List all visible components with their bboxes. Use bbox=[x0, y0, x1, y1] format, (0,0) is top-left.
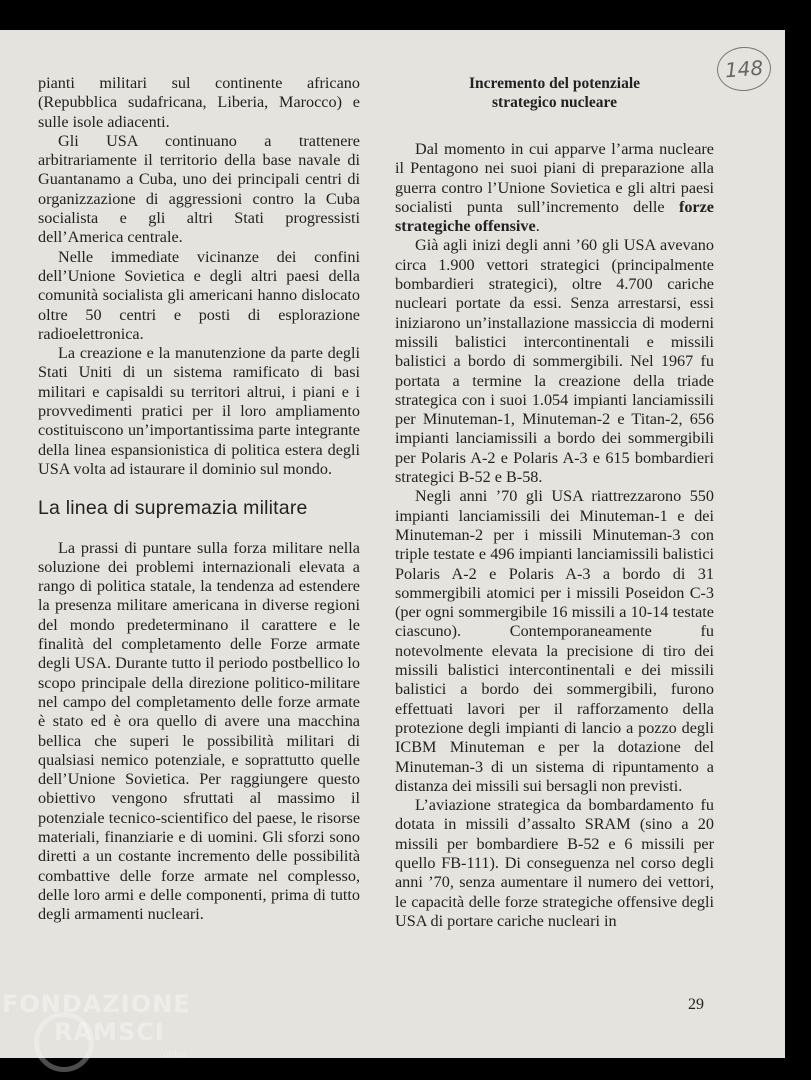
paragraph: Gli USA continuano a trattenere arbitrariamente il territorio della base navale di Guantanamo a Cuba, uno dei principali centri di organizzazione di aggressioni contro la Cuba socialista e gli altri Stati progressisti dell’America centrale. bbox=[38, 131, 360, 247]
paragraph: pianti militari sul continente africano (Repubblica sudafricana, Liberia, Marocco) e sulle isole adiacenti. bbox=[38, 74, 360, 131]
paragraph: Nelle immediate vicinanze dei confini dell’Unione Sovietica e degli altri paesi della comunità socialista gli americani hanno dislocato oltre 50 centri e posti di esplorazione radioelettronica. bbox=[38, 247, 360, 343]
watermark-line1: FONDAZIONE bbox=[2, 990, 191, 1018]
subsection-heading-line2: strategico nucleare bbox=[492, 94, 617, 111]
paragraph: La creazione e la manutenzione da parte degli Stati Uniti di un sistema ramificato di basi militari e capisaldi su territori altrui, i piani e i provvedimenti pratici per il loro ampliamento costituiscono un’importantissima parte integrante della linea espansionistica di politica estera degli USA volta ad istaurare il dominio sul mondo. bbox=[38, 344, 360, 478]
bold-term: forze strategiche offensive bbox=[395, 197, 714, 236]
paragraph bbox=[395, 140, 714, 236]
paragraph: Negli anni ’70 gli USA riattrezzarono 550 impianti lanciamissili dei Minuteman-1 e dei Minuteman-2 per i missili Minuteman-3 con triple testate e 496 impianti lanciamissili balistici Polaris A-2 e Polaris A-3 a bordo di 31 sommergibili atomici per i missili Poseidon C-3 (per ogni sommergibile 16 missili a 10-14 testate ciascuno). Contemporaneamente fu notevolmente elevata la precisione di tiro dei missili balistici intercontinentali e dei missili balistici a bordo dei sommergibili, furono effettuati lavori per il rafforzamento della protezione degli impianti di lancio a pozzo degli ICBM Minuteman e per la dotazione del Minuteman-3 di un sistema di ripuntamento a distanza dei missili sui bersagli non previsti. bbox=[395, 487, 714, 795]
paragraph: L’aviazione strategica da bombardamento fu dotata in missili d’assalto SRAM (sino a 20 missili per bombardiere B-52 e 6 missili per quello FB-111). Di conseguenza nel corso degli anni ’70, senza aumentare il numero dei vettori, le capacità delle forze strategiche offensive degli USA di portare cariche nucleari in bbox=[395, 796, 714, 930]
paragraph-text: Dal momento in cui apparve l’arma nucleare il Pentagono nei suoi piani di preparazione alla guerra contro l’Unione Sovietica e gli altri paesi socialisti punta sull’incremento delle bbox=[395, 140, 714, 216]
right-column bbox=[395, 74, 714, 931]
page-edge-shadow bbox=[785, 30, 811, 1058]
watermark-small-text: onlus bbox=[163, 1050, 188, 1060]
subsection-heading-line1: Incremento del potenziale bbox=[468, 75, 641, 92]
paragraph: Già agli inizi degli anni ’60 gli USA avevano circa 1.900 vettori strategici (principalmente bombardieri strategici), oltre 4.700 cariche nucleari portate da essi. Senza arrestarsi, essi iniziarono un’installazione massiccia di moderni missili balistici intercontinentali e missili balistici a bordo di sommergibili. Nel 1967 fu portata a termine la creazione della triade strategica con i suoi 1.054 impianti lanciamissili per Minuteman-1, Minuteman-2 e Titan-2, 656 impianti lanciamissili a bordo dei sommergibili per Polaris A-2 e Polaris A-3 e 615 bombardieri strategici B-52 e B-58. bbox=[395, 236, 714, 487]
left-column bbox=[38, 74, 360, 924]
paragraph-text: . bbox=[535, 217, 540, 236]
section-heading: La linea di supremazia militare bbox=[38, 497, 308, 520]
archive-stamp: 148 bbox=[716, 45, 773, 93]
watermark-line2: RAMSCI bbox=[54, 1018, 165, 1046]
watermark bbox=[2, 990, 191, 1046]
document-page bbox=[0, 30, 785, 1058]
subsection-heading bbox=[395, 74, 714, 112]
paragraph: La prassi di puntare sulla forza militare nella soluzione dei problemi internazionali elevata a rango di politica statale, la tendenza ad estendere la presenza militare americana in diverse regioni del mondo predeterminano il carattere e le finalità del completamento delle Forze armate degli USA. Durante tutto il periodo postbellico lo scopo principale della direzione politico-militare nel campo del completamento delle forze armate è stato ed è ora quello di avere una macchina bellica che superi le possibilità militari di qualsiasi nemico potenziale, e soprattutto quelle dell’Unione Sovietica. Per raggiungere questo obiettivo vengono sfruttati al massimo il potenziale tecnico-scientifico del paese, le risorse materiali, finanziarie e di uomini. Gli sforzi sono diretti a un costante incremento delle possibilità combattive delle forze armate nel complesso, delle loro armi e delle componenti, prima di tutto degli armamenti nucleari. bbox=[38, 538, 360, 924]
page-number: 29 bbox=[688, 996, 704, 1013]
